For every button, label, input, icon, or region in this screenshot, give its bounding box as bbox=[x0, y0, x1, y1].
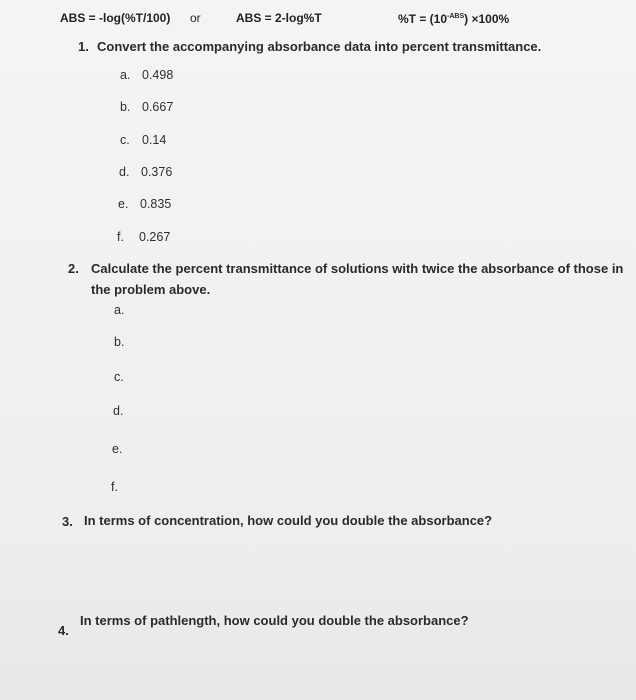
formula-percent-transmittance bbox=[398, 13, 509, 25]
q1-item-e bbox=[118, 198, 171, 211]
question-1-number: 1. bbox=[78, 39, 89, 54]
q1-item-value: 0.667 bbox=[142, 100, 174, 114]
q1-item-value: 0.267 bbox=[139, 230, 171, 244]
q2-item-d: d. bbox=[113, 404, 124, 418]
q1-item-letter: a. bbox=[120, 68, 131, 82]
q2-item-b: b. bbox=[114, 335, 125, 349]
formula-or: or bbox=[190, 11, 201, 25]
q1-item-a bbox=[120, 69, 173, 82]
question-2-number: 2. bbox=[68, 261, 79, 276]
q1-item-value: 0.835 bbox=[140, 197, 172, 211]
question-4-text: In terms of pathlength, how could you double the absorbance? bbox=[80, 613, 469, 628]
q1-item-letter: e. bbox=[118, 197, 129, 211]
formula-pt-prefix: %T = (10 bbox=[398, 12, 448, 26]
question-2-text: Calculate the percent transmittance of solutions with twice the absorbance of those in the problem above. bbox=[91, 261, 624, 297]
q1-item-letter: b. bbox=[120, 100, 131, 114]
question-3-text: In terms of concentration, how could you double the absorbance? bbox=[84, 513, 493, 528]
question-4-number: 4. bbox=[58, 623, 69, 638]
q1-item-letter: d. bbox=[119, 165, 130, 179]
q1-item-d bbox=[119, 166, 172, 179]
formula-pt-exponent: -ABS bbox=[447, 13, 465, 20]
q2-item-f: f. bbox=[111, 480, 118, 494]
question-1-text: Convert the accompanying absorbance data into percent transmittance. bbox=[97, 39, 542, 54]
formula-pt-suffix: ) ×100% bbox=[464, 12, 510, 26]
q1-item-c bbox=[120, 134, 166, 147]
formula-abs-log: ABS = -log(%T/100) bbox=[60, 11, 171, 25]
q2-item-e: e. bbox=[112, 442, 123, 456]
q2-item-a: a. bbox=[114, 303, 125, 317]
question-3-number: 3. bbox=[62, 514, 73, 529]
q1-item-value: 0.498 bbox=[142, 68, 174, 82]
formula-abs-2log: ABS = 2-log%T bbox=[236, 11, 322, 25]
q1-item-letter: c. bbox=[120, 133, 130, 147]
q1-item-f bbox=[117, 231, 170, 244]
q2-item-c: c. bbox=[114, 370, 124, 384]
q1-item-value: 0.376 bbox=[141, 165, 173, 179]
q1-item-letter: f. bbox=[117, 230, 124, 244]
q1-item-value: 0.14 bbox=[142, 133, 167, 147]
q1-item-b bbox=[120, 101, 173, 114]
